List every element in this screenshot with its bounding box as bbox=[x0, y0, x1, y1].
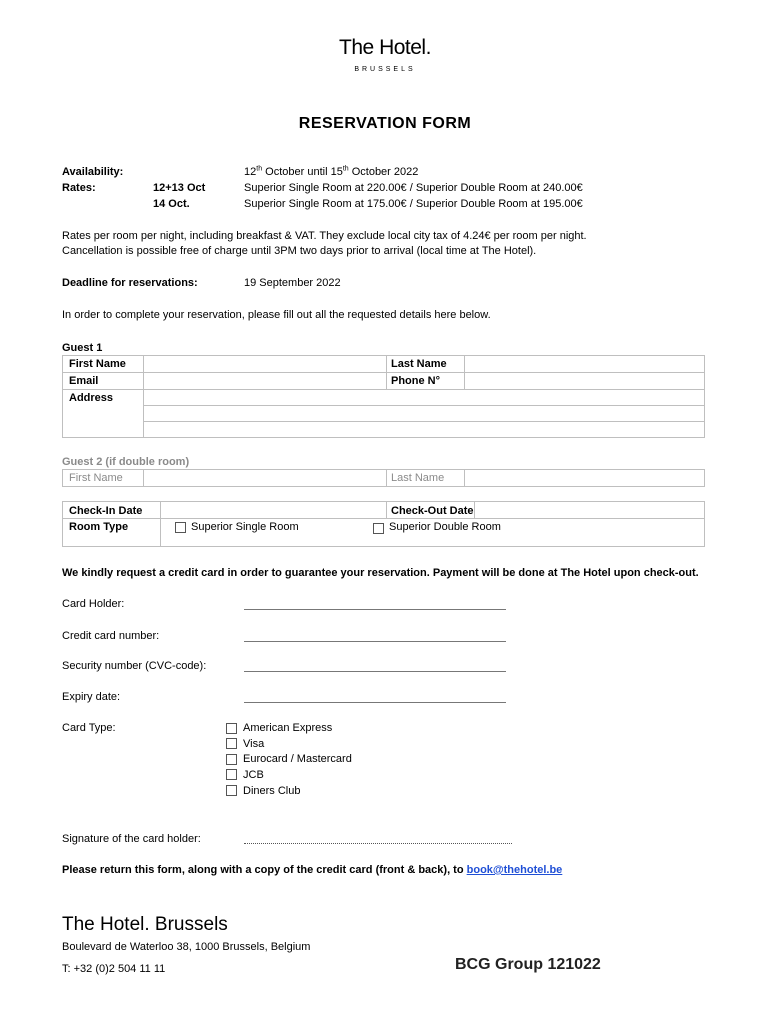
guest1-heading: Guest 1 bbox=[62, 342, 103, 354]
guest2-heading: Guest 2 (if double room) bbox=[62, 456, 190, 468]
footer-hotel-name: The Hotel. Brussels bbox=[62, 914, 228, 935]
double-room-label: Superior Double Room bbox=[389, 521, 501, 533]
return-note: Please return this form, along with a copy of the credit card (front & back), to book@thehotel.be bbox=[62, 864, 563, 876]
expiry-date-field[interactable] bbox=[244, 702, 506, 703]
email-link[interactable]: book@thehotel.be bbox=[466, 864, 563, 876]
first-name-label: First Name bbox=[69, 358, 126, 370]
security-number-label: Security number (CVC-code): bbox=[62, 660, 207, 672]
checkout-date-field[interactable] bbox=[476, 502, 704, 517]
last-name-label: Last Name bbox=[391, 358, 447, 370]
signature-label: Signature of the card holder: bbox=[62, 833, 201, 845]
card-type-option: American Express bbox=[243, 722, 333, 734]
email-label: Email bbox=[69, 375, 99, 387]
hotel-logo: The Hotel. bbox=[339, 36, 431, 59]
footer-phone: T: +32 (0)2 504 11 11 bbox=[62, 963, 166, 975]
deadline-value: 19 September 2022 bbox=[244, 277, 341, 289]
checkin-label: Check-In Date bbox=[69, 505, 143, 517]
hotel-logo-subtitle: BRUSSELS bbox=[354, 66, 416, 73]
card-holder-label: Card Holder: bbox=[62, 598, 125, 610]
rate-dates: 12+13 Oct bbox=[153, 182, 206, 194]
address-label: Address bbox=[69, 392, 114, 404]
checkout-label: Check-Out Date bbox=[391, 505, 474, 517]
guest2-last-name-label: Last Name bbox=[391, 472, 445, 484]
guest1-phone-field[interactable] bbox=[466, 373, 704, 388]
guest1-first-name-field[interactable] bbox=[145, 356, 385, 371]
rates-label: Rates: bbox=[62, 182, 96, 194]
card-holder-field[interactable] bbox=[244, 609, 506, 610]
credit-card-request: We kindly request a credit card in order to guarantee your reservation. Payment will be done at The Hotel upon check-out. bbox=[62, 567, 699, 579]
footer-address: Boulevard de Waterloo 38, 1000 Brussels, Belgium bbox=[62, 941, 311, 953]
visa-checkbox[interactable] bbox=[226, 738, 237, 749]
checkin-date-field[interactable] bbox=[162, 502, 385, 517]
guest2-first-name-label: First Name bbox=[69, 472, 123, 484]
guest2-last-name-field[interactable] bbox=[466, 470, 704, 486]
room-type-label: Room Type bbox=[69, 521, 129, 533]
signature-field[interactable] bbox=[244, 843, 512, 844]
guest1-last-name-field[interactable] bbox=[466, 356, 704, 371]
form-title: RESERVATION FORM bbox=[298, 115, 472, 132]
card-type-label: Card Type: bbox=[62, 722, 116, 734]
mastercard-checkbox[interactable] bbox=[226, 754, 237, 765]
group-code: BCG Group 121022 bbox=[455, 956, 601, 973]
card-type-option: Diners Club bbox=[243, 785, 301, 797]
deadline-label: Deadline for reservations: bbox=[62, 277, 198, 289]
card-number-label: Credit card number: bbox=[62, 630, 160, 642]
rate-dates: 14 Oct. bbox=[153, 198, 190, 210]
card-number-field[interactable] bbox=[244, 641, 506, 642]
rate-text: Superior Single Room at 175.00€ / Superior Double Room at 195.00€ bbox=[244, 198, 583, 210]
diners-club-checkbox[interactable] bbox=[226, 785, 237, 796]
guest1-address-field[interactable] bbox=[145, 390, 704, 437]
card-type-option: Eurocard / Mastercard bbox=[243, 753, 352, 765]
amex-checkbox[interactable] bbox=[226, 723, 237, 734]
card-type-option: Visa bbox=[243, 738, 265, 750]
guest1-email-field[interactable] bbox=[145, 373, 385, 388]
cancellation-note: Cancellation is possible free of charge until 3PM two days prior to arrival (local time at The Hotel). bbox=[62, 245, 537, 257]
single-room-checkbox[interactable] bbox=[175, 522, 186, 533]
single-room-label: Superior Single Room bbox=[191, 521, 299, 533]
availability-label: Availability: bbox=[62, 166, 124, 178]
instructions: In order to complete your reservation, please fill out all the requested details here below. bbox=[62, 309, 491, 321]
rate-text: Superior Single Room at 220.00€ / Superior Double Room at 240.00€ bbox=[244, 182, 583, 194]
card-type-option: JCB bbox=[243, 769, 264, 781]
security-number-field[interactable] bbox=[244, 671, 506, 672]
expiry-date-label: Expiry date: bbox=[62, 691, 121, 703]
rates-note: Rates per room per night, including breakfast & VAT. They exclude local city tax of 4.24€ per room per night. bbox=[62, 230, 587, 242]
double-room-checkbox[interactable] bbox=[373, 523, 384, 534]
guest2-first-name-field[interactable] bbox=[145, 470, 385, 486]
availability-value: 12th October until 15th October 2022 bbox=[244, 165, 419, 178]
jcb-checkbox[interactable] bbox=[226, 769, 237, 780]
phone-label: Phone N° bbox=[391, 375, 441, 387]
